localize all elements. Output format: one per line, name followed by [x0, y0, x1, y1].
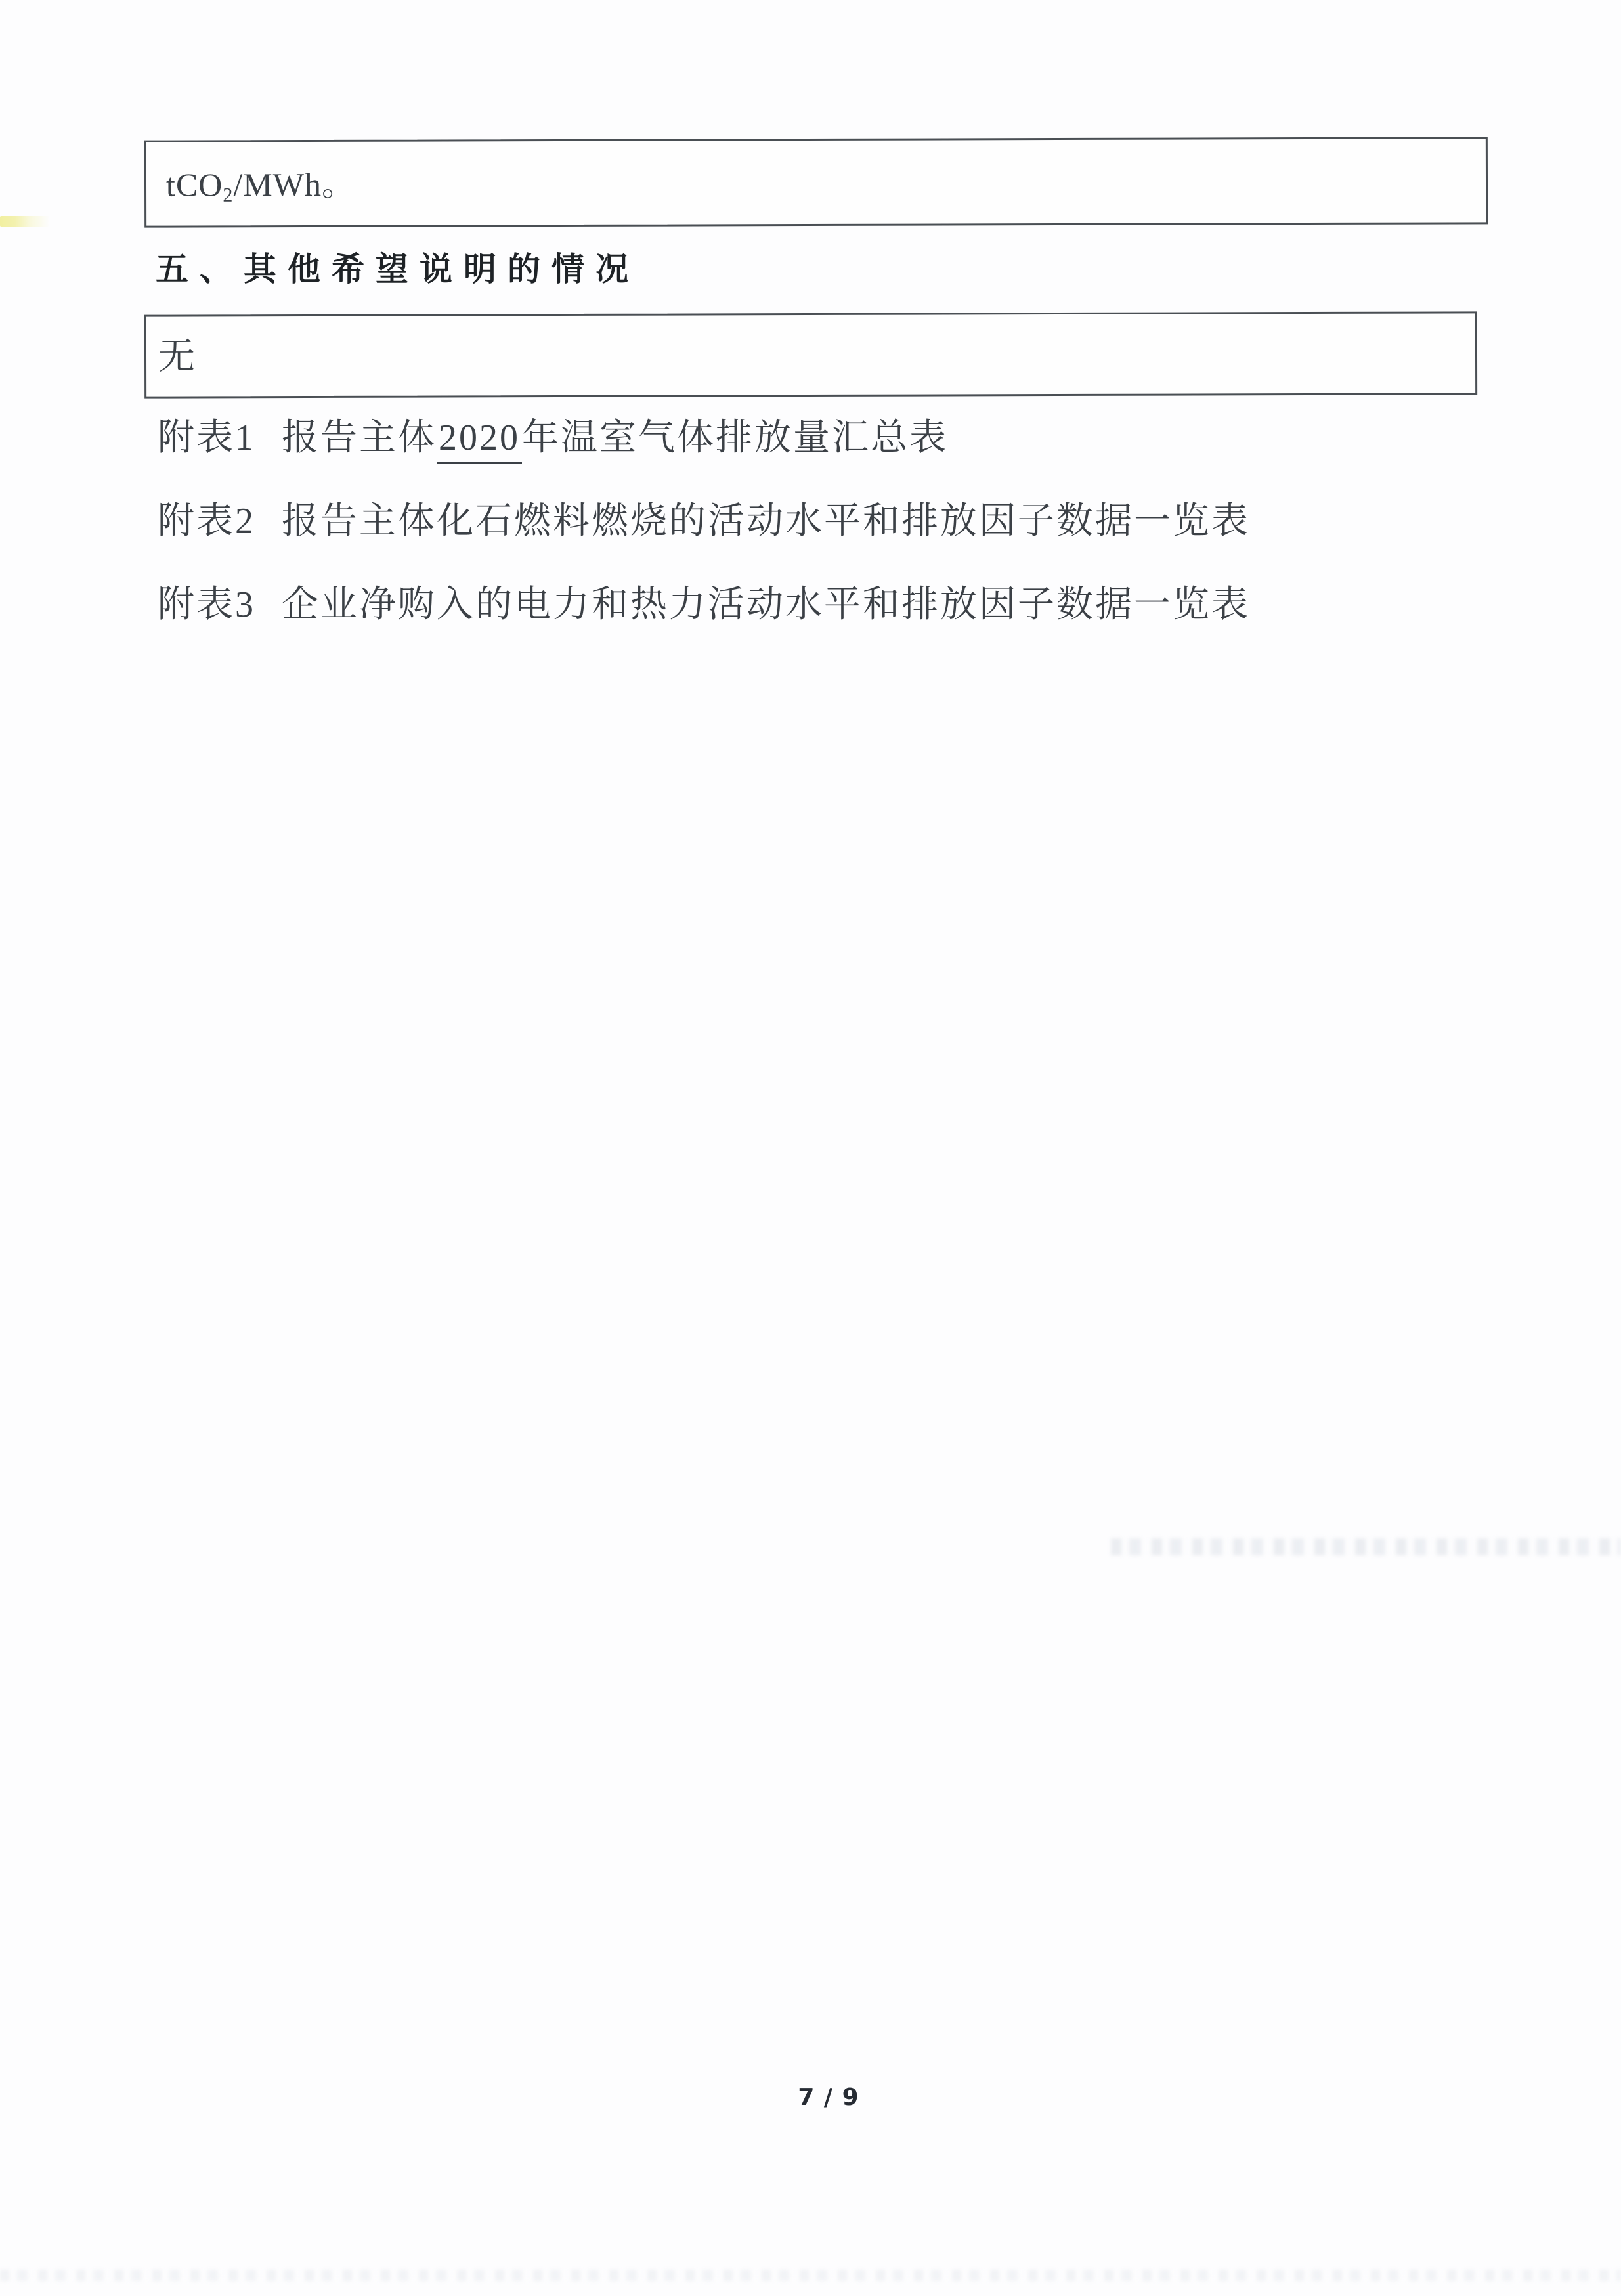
unit-subscript: 2	[223, 184, 234, 206]
attachment-2-text-before: 报告主体化石燃料燃烧的活动水平和排放因子数据一览表	[282, 501, 1250, 542]
other-info-box	[144, 311, 1477, 398]
attachment-entry-1	[158, 416, 948, 460]
bleedthrough-artifact-bottom	[0, 2270, 1621, 2281]
attachment-entry-2	[158, 500, 1250, 544]
bleedthrough-artifact-mid	[1111, 1538, 1621, 1555]
attachment-entry-3	[158, 583, 1250, 627]
attachment-1-text-underlined: 2020	[437, 418, 522, 464]
unit-suffix: /MWh。	[233, 165, 355, 204]
other-info-value: 无	[158, 336, 196, 378]
edge-highlight-artifact	[0, 216, 50, 227]
unit-value-box	[144, 137, 1488, 227]
attachment-1-text-after: 年温室气体排放量汇总表	[522, 418, 948, 458]
unit-value-text	[165, 165, 355, 206]
section-heading: 五、其他希望说明的情况	[156, 251, 639, 288]
attachment-1-label: 附表1	[158, 418, 255, 458]
attachment-3-label: 附表3	[158, 584, 255, 625]
unit-prefix: tCO	[165, 166, 223, 204]
attachment-3-text-before: 企业净购入的电力和热力活动水平和排放因子数据一览表	[282, 584, 1250, 625]
attachment-1-text-before: 报告主体	[282, 418, 437, 458]
page-number: 7 / 9	[798, 2084, 859, 2111]
attachment-2-label: 附表2	[158, 501, 255, 542]
